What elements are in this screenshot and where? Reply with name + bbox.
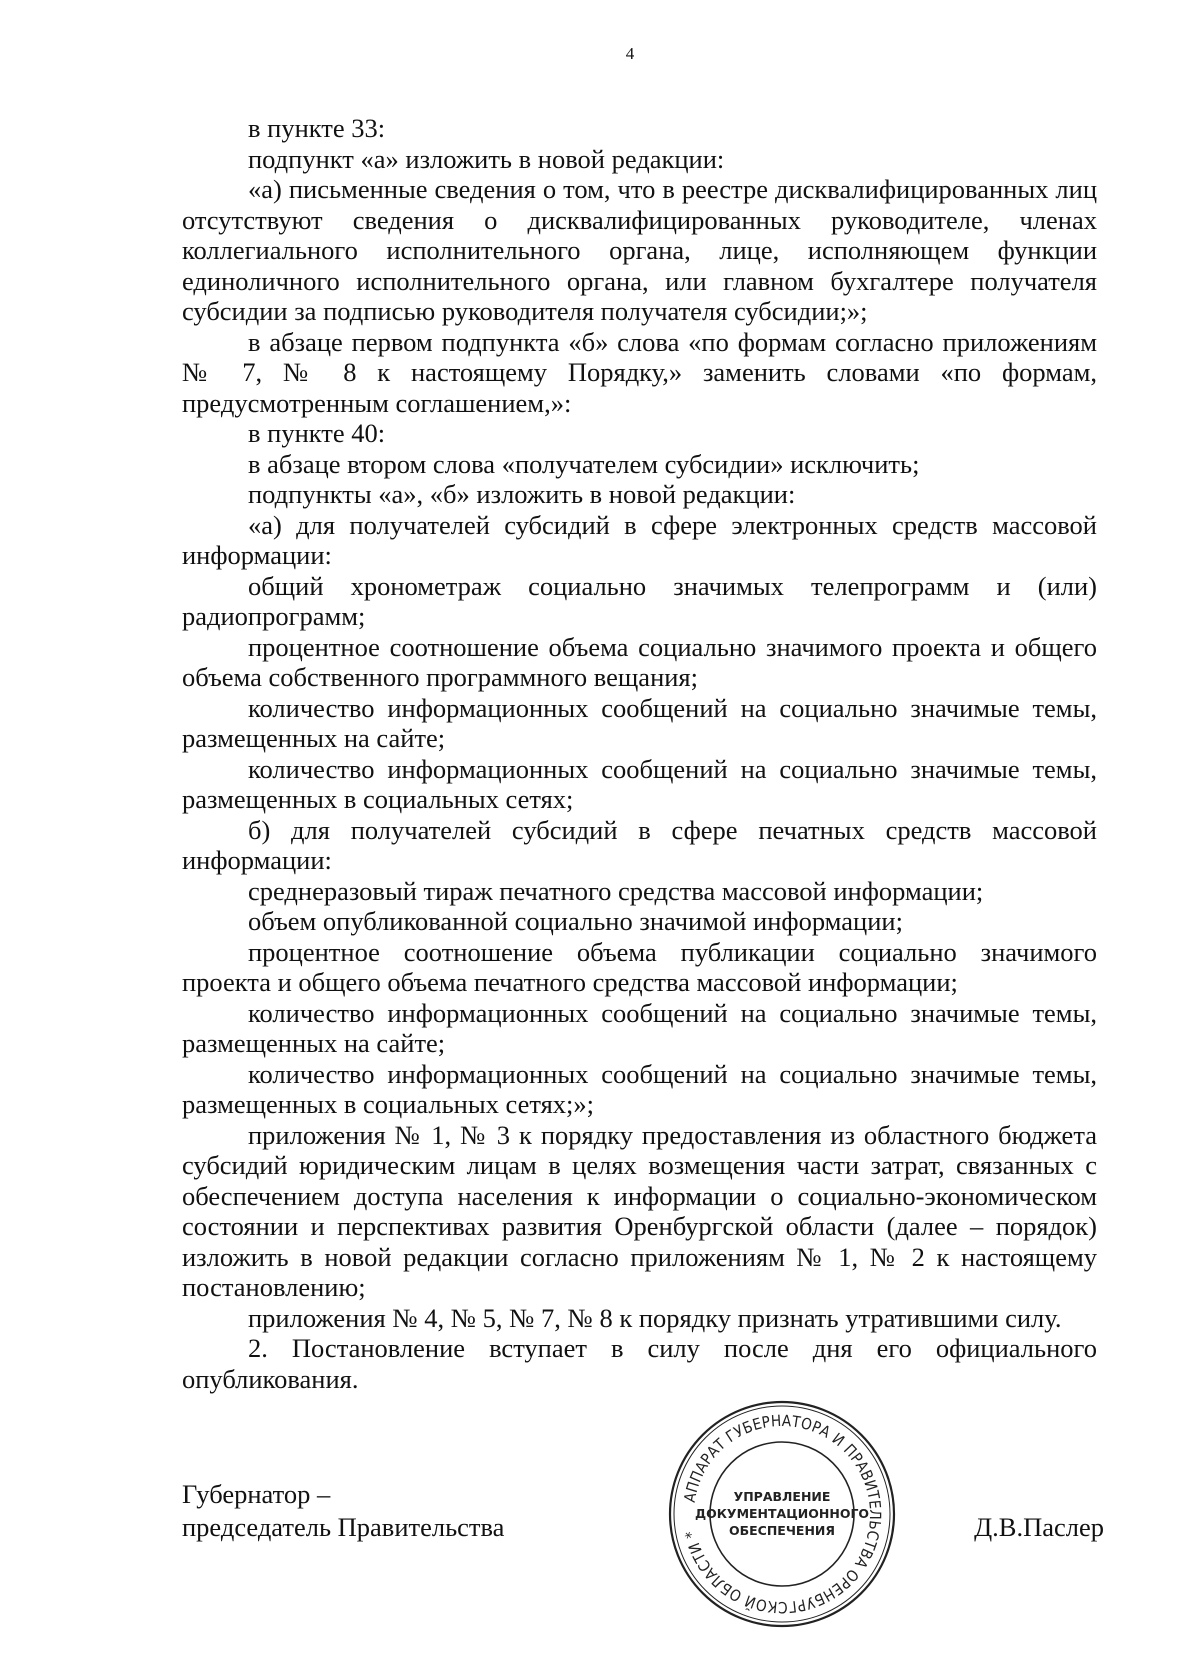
paragraph: в абзаце втором слова «получателем субсидии» исключить; — [248, 448, 920, 479]
paragraph: общий хронометраж социально значимых телепрограмм и (или) радиопрограмм; — [182, 570, 1097, 631]
paragraph: «а) письменные сведения о том, что в реестре дисквалифицированных лиц отсутствуют сведения о дисквалифицированных руководителе, членах коллегиального исполнительного органа, лице, исполняющем функции единоличного исполнительного органа, или главном бухгалтере получателя субсидии за подписью руководителя получателя субсидии;»; — [182, 174, 1097, 326]
document-body — [182, 113, 1097, 1394]
paragraph: в пункте 33: — [248, 113, 386, 143]
paragraph: приложения № 1, № 3 к порядку предоставления из областного бюджета субсидий юридическим лицам в целях возмещения части затрат, связанных с обеспечением доступа населения к информации о социально-экономическом состоянии и перспективах развития Оренбургской области (далее – порядок) изложить в новой редакции согласно приложениям № 1, № 2 к настоящему постановлению; — [182, 1119, 1097, 1302]
paragraph: «а) для получателей субсидий в сфере электронных средств массовой информации: — [182, 509, 1097, 570]
page-number: 4 — [625, 44, 635, 63]
position-line: председатель Правительства — [182, 1512, 505, 1542]
seal-center-line: УПРАВЛЕНИЕ — [733, 1489, 831, 1504]
seal-ring-text: АППАРАТ ГУБЕРНАТОРА И ПРАВИТЕЛЬСТВА ОРЕНБУРГСКОЙ ОБЛАСТИ * — [680, 1411, 885, 1617]
position-line: Губернатор – — [182, 1479, 331, 1509]
paragraph: объем опубликованной социально значимой информации; — [248, 906, 903, 936]
signatory-position — [182, 1478, 504, 1544]
paragraph: процентное соотношение объема социально значимого проекта и общего объема собственного программного вещания; — [182, 631, 1097, 692]
seal-stamp-icon — [666, 1398, 898, 1630]
paragraph: количество информационных сообщений на социально значимые темы, размещенных в социальных сетях; — [182, 753, 1097, 814]
seal-center-line: ОБЕСПЕЧЕНИЯ — [728, 1523, 836, 1538]
paragraph: подпункты «а», «б» изложить в новой редакции: — [248, 479, 796, 509]
paragraph: подпункт «а» изложить в новой редакции: — [248, 143, 725, 174]
seal-center-line: ДОКУМЕНТАЦИОННОГО — [694, 1506, 870, 1521]
paragraph: количество информационных сообщений на социально значимые темы, размещенных на сайте; — [182, 997, 1097, 1058]
paragraph: 2. Постановление вступает в силу после дня его официального опубликования. — [182, 1333, 1097, 1394]
paragraph: процентное соотношение объема публикации социально значимого проекта и общего объема печатного средства массовой информации; — [182, 936, 1097, 997]
signatory-name: Д.В.Паслер — [974, 1512, 1104, 1542]
paragraph: в пункте 40: — [248, 418, 386, 448]
paragraph: в абзаце первом подпункта «б» слова «по формам согласно приложениям № 7, № 8 к настоящему Порядку,» заменить словами «по формам, предусмотренным соглашением,»: — [182, 326, 1097, 418]
paragraph: приложения № 4, № 5, № 7, № 8 к порядку признать утратившими силу. — [248, 1302, 1062, 1333]
paragraph: б) для получателей субсидий в сфере печатных средств массовой информации: — [182, 814, 1097, 875]
paragraph: количество информационных сообщений на социально значимые темы, размещенных в социальных сетях;»; — [182, 1058, 1097, 1119]
paragraph: количество информационных сообщений на социально значимые темы, размещенных на сайте; — [182, 692, 1097, 753]
paragraph: среднеразовый тираж печатного средства массовой информации; — [248, 875, 984, 906]
official-seal — [666, 1398, 898, 1630]
